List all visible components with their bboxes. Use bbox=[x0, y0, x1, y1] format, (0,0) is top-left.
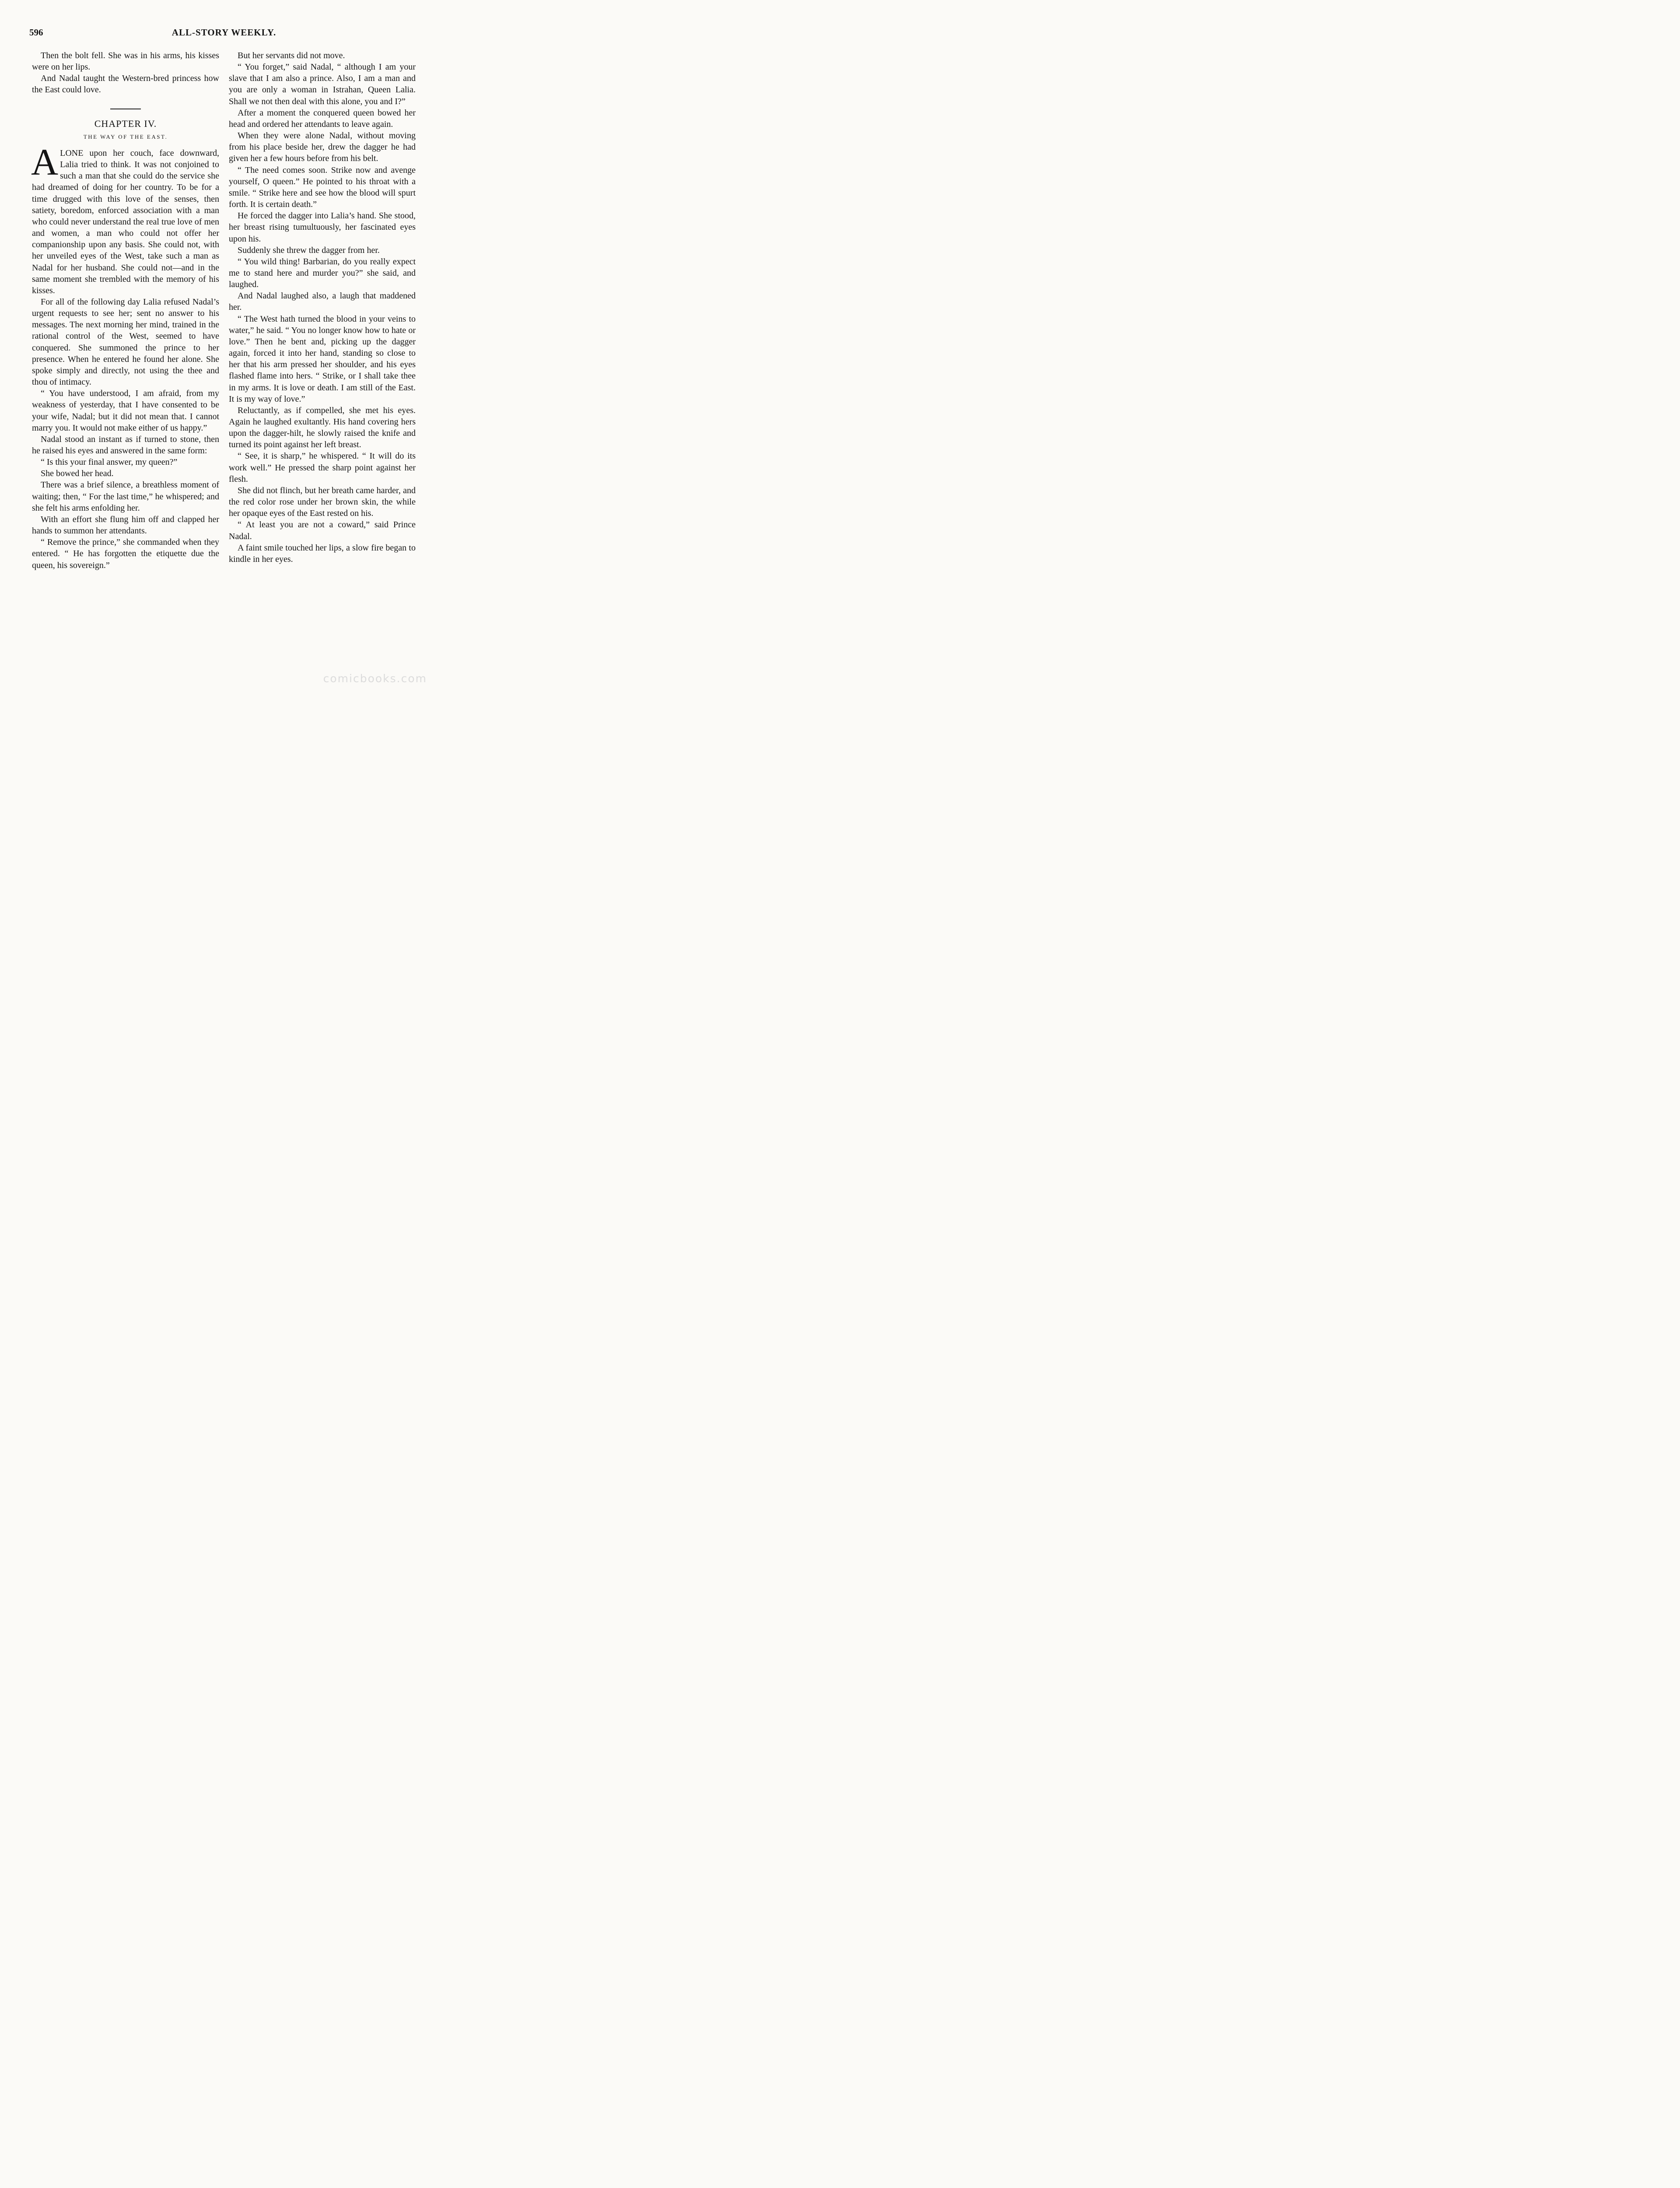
paragraph: With an effort she flung him off and clapped her hands to summon her attendants. bbox=[32, 514, 219, 536]
paragraph: And Nadal laughed also, a laugh that maddened her. bbox=[229, 291, 416, 312]
paragraph: “ See, it is sharp,” he whispered. “ It will do its work well.” He pressed the sharp point against her flesh. bbox=[229, 451, 416, 484]
paragraph: For all of the following day Lalia refused Nadal’s urgent requests to see her; sent no answer to his messages. The next morning her mind, trained in the rational control of the West, seemed to have conquered. She summoned the prince to her presence. When he entered he found her alone. She spoke simply and directly, not using the thee and thou of intimacy. bbox=[32, 297, 219, 387]
paragraph: A faint smile touched her lips, a slow fire began to kindle in her eyes. bbox=[229, 543, 416, 564]
paragraph: Nadal stood an instant as if turned to stone, then he raised his eyes and answered in the same form: bbox=[32, 434, 219, 456]
paragraph: “ Is this your final answer, my queen?” bbox=[41, 457, 178, 467]
paragraph: Suddenly she threw the dagger from her. bbox=[238, 245, 380, 255]
paragraph: Then the bolt fell. She was in his arms, his kisses were on her lips. bbox=[32, 51, 219, 72]
running-header bbox=[0, 27, 448, 40]
left-column bbox=[32, 50, 219, 571]
paragraph: After a moment the conquered queen bowed her head and ordered her attendants to leave again. bbox=[229, 108, 416, 129]
paragraph: There was a brief silence, a breathless moment of waiting; then, “ For the last time,” he whispered; and she felt his arms enfolding her. bbox=[32, 480, 219, 513]
paragraph: But her servants did not move. bbox=[238, 51, 345, 60]
paragraph: And Nadal taught the Western-bred princess how the East could love. bbox=[32, 74, 219, 95]
paragraph: “ You forget,” said Nadal, “ although I am your slave that I am also a prince. Also, I am a man and you are only a woman in Istrahan, Queen Lalia. Shall we not then deal with this alone, you and I?” bbox=[229, 62, 416, 106]
paragraph: “ You wild thing! Barbarian, do you really expect me to stand here and murder you?” she said, and laughed. bbox=[229, 256, 416, 290]
paragraph: She bowed her head. bbox=[41, 469, 114, 479]
drop-cap: A bbox=[31, 140, 59, 183]
paragraph: “ You have understood, I am afraid, from my weakness of yesterday, that I have consented to be your wife, Nadal; but it did not mean that. I cannot marry you. It would not make either of us happy.” bbox=[32, 389, 219, 433]
chapter-title: CHAPTER IV. bbox=[94, 118, 157, 129]
page-number: 596 bbox=[29, 27, 43, 38]
paragraph: “ The West hath turned the blood in your veins to water,” he said. “ You no longer know how to hate or love.” Then he bent and, picking up the dagger again, forced it into her hand, standing so close to her that his arm pressed her shoulder, and his eyes flashed flame into hers. “ Strike, or I shall take thee in my arms. It is love or death. I am still of the East. It is my way of love.” bbox=[229, 314, 416, 404]
paragraph: She did not flinch, but her breath came harder, and the red color rose under her brown skin, the while her opaque eyes of the East rested on his. bbox=[229, 485, 416, 519]
paragraph: “ At least you are not a coward,” said Prince Nadal. bbox=[229, 520, 416, 541]
paragraph: When they were alone Nadal, without moving from his place beside her, drew the dagger he had given her a few hours before from his belt. bbox=[229, 131, 416, 164]
opening-paragraph bbox=[31, 140, 219, 296]
running-title: ALL-STORY WEEKLY. bbox=[172, 27, 276, 38]
watermark: comicbooks.com bbox=[323, 672, 427, 685]
paragraph: Reluctantly, as if compelled, she met his eyes. Again he laughed exultantly. His hand covering hers upon the dagger-hilt, he slowly raised the knife and turned its point against her left breast. bbox=[229, 405, 416, 450]
paragraph: He forced the dagger into Lalia’s hand. She stood, her breast rising tumultuously, her fascinated eyes upon his. bbox=[229, 211, 416, 244]
right-column bbox=[229, 50, 416, 565]
chapter-subtitle: THE WAY OF THE EAST. bbox=[83, 133, 168, 140]
opening-paragraph-text: LONE upon her couch, face downward, Lalia tried to think. It was not conjoined to such a man that she could do the service she had dreamed of doing for her country. To be for a time drugged with this love of the senses, then satiety, boredom, enforced association with a man who could never understand the real true love of men and women, a man who could not offer her companionship upon any basis. She could not, with her unveiled eyes of the West, take such a man as Nadal for her husband. She could not—and in the same moment she trembled with the memory of his kisses. bbox=[32, 148, 219, 295]
paragraph: “ The need comes soon. Strike now and avenge yourself, O queen.” He pointed to his throat with a smile. “ Strike here and see how the blood will spurt forth. It is certain death.” bbox=[229, 165, 416, 210]
paragraph: “ Remove the prince,” she commanded when they entered. “ He has forgotten the etiquette due the queen, his sovereign.” bbox=[32, 537, 219, 570]
